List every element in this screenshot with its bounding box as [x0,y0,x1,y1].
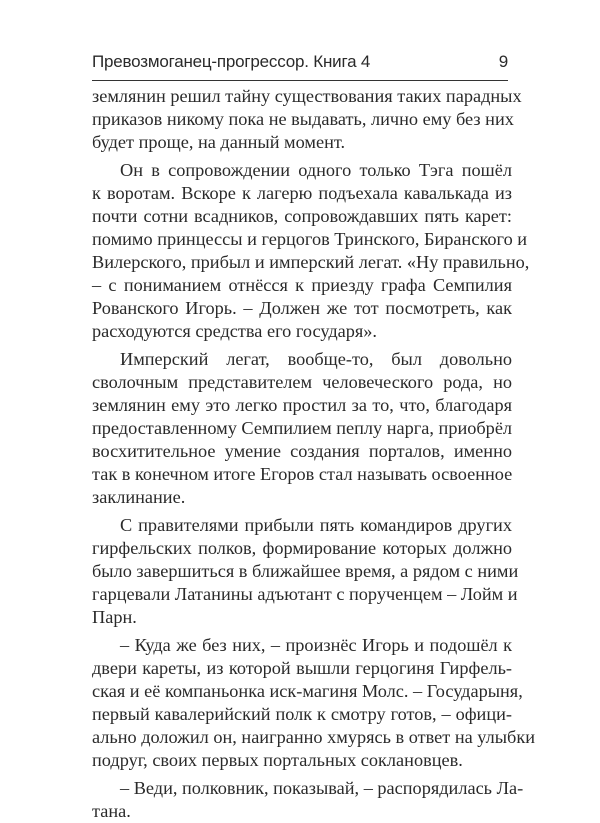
text-line: Вилерского, прибыл и имперский легат. «Ну правильно, [92,252,530,272]
text-line: первый кавалерийский полк к смотру готов, – офици- [92,704,512,724]
text-line: гирфельских полков, формирование которых должно [92,538,512,558]
text-line: двери кареты, из которой вышли герцогиня Гирфель- [92,658,512,678]
text-line: тана. [92,801,131,821]
text-line: сволочным представителем человеческого рода, но [92,372,512,392]
paragraph [92,85,522,154]
text-line: землянин ему это легко простил за то, что, благодаря [92,395,512,415]
text-line: – с пониманием отнёсся к приезду графа Семпилия [92,275,512,295]
text-line: к воротам. Вскоре к лагерю подъехала кавалькада из [92,183,512,203]
text-line: – Веди, полковник, показывай, – распорядилась Ла- [120,778,524,798]
text-line: Имперский легат, вообще-то, был довольно [120,349,512,369]
text-line: предоставленному Семпилием пеплу нарга, приобрёл [92,418,513,438]
text-line: подруг, своих первых портальных соклановцев. [92,750,463,770]
body-text [92,85,536,823]
paragraph [92,514,519,629]
text-line: заклинание. [92,487,186,507]
text-line: землянин решил тайну существования таких парадных [92,86,522,106]
text-line: приказов никому пока не выдавать, лично ему без них [92,109,514,129]
page-header [92,50,508,81]
paragraph [92,777,524,823]
text-line: так в конечном итоге Егоров стал называть освоенное [92,464,513,484]
paragraph [92,159,530,343]
paragraph [92,348,512,509]
text-line: Рованского Игорь. – Должен же тот посмотреть, как [92,298,512,318]
text-line: почти сотни всадников, сопровождавших пять карет: [92,206,512,226]
text-line: С правителями прибыли пять командиров других [120,515,512,535]
paragraph [92,634,536,772]
text-line: Парн. [92,607,137,627]
running-title: Превозмоганец-прогрессор. Книга 4 [92,52,371,71]
text-line: расходуются средства его государя». [92,321,377,341]
text-line: будет проще, на данный момент. [92,132,346,152]
text-line: ально доложил он, наигранно хмурясь в ответ на улыбки [92,727,536,747]
text-line: было завершиться в ближайшее время, а рядом с ними [92,561,519,581]
text-line: Он в сопровождении одного только Тэга пошёл [120,160,512,180]
text-line: гарцевали Латанины адъютант с порученцем – Лойм и [92,584,518,604]
text-line: ская и её компаньонка иск-магиня Молс. – Государыня, [92,681,523,701]
text-line: – Куда же без них, – произнёс Игорь и подошёл к [120,635,512,655]
text-line: помимо принцессы и герцогов Тринского, Биранского и [92,229,528,249]
text-line: восхитительное умение создания порталов, именно [92,441,512,461]
page-number: 9 [498,52,508,71]
